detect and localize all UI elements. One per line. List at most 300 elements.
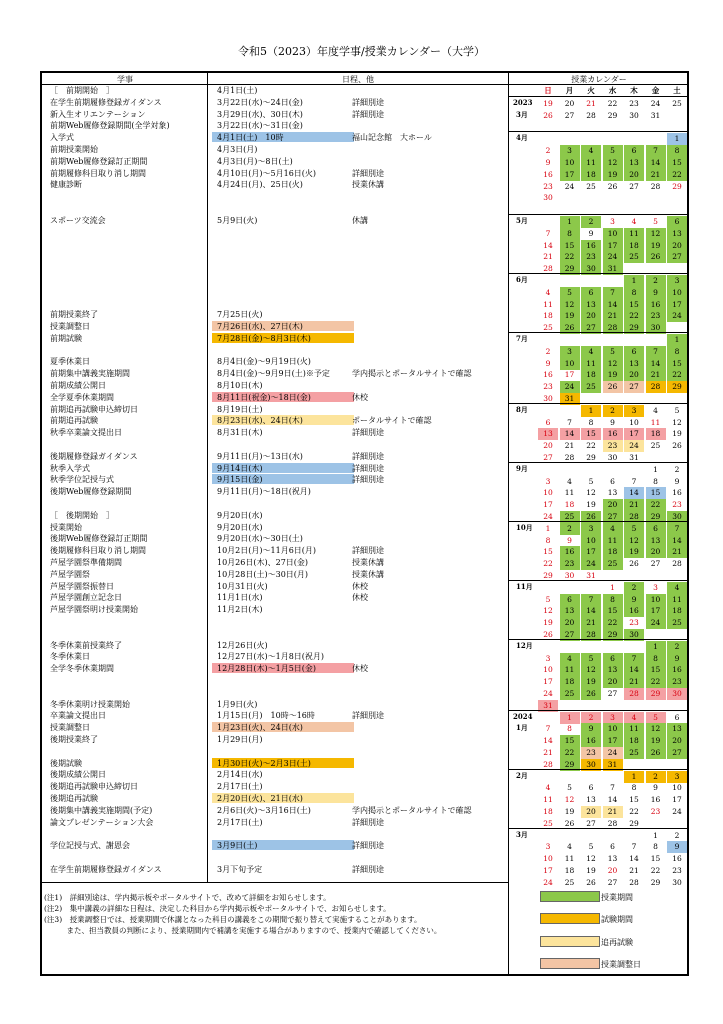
event-name: 芦屋学園祭振替日 [50,581,114,591]
calendar-day: 19 [586,866,596,875]
calendar-day: 5 [588,842,594,852]
calendar-day: 22 [629,807,639,816]
event-date: 8月10日(木) [217,381,263,390]
calendar-day: 29 [667,381,687,393]
calendar-day: 11 [603,535,623,547]
event-name: 後期Web履修登録訂正期間 [50,534,148,544]
calendar-day: 16 [581,735,601,747]
event-date: 8月23日(水)、24日(木) [212,415,354,425]
calendar-day: 4 [567,476,572,486]
calendar-day: 17 [543,500,553,510]
event-date: 9月20日(水) [217,510,263,520]
calendar-day: 4 [567,842,572,852]
calendar-day: 5 [581,653,601,665]
calendar-day: 19 [586,500,596,510]
calendar-day: 16 [624,605,644,617]
calendar-day: 16 [650,795,661,805]
calendar-day: 14 [667,535,687,547]
calendar-day: 30 [646,322,666,334]
month-divider [509,710,688,711]
calendar-day: 14 [560,428,580,440]
calendar-day: 7 [631,476,637,486]
calendar-day: 27 [607,877,618,887]
calendar-day: 20 [646,546,666,558]
calendar-day: 6 [667,216,687,228]
event-name: 前期Web履修登録期間(全学対象) [50,121,170,131]
calendar-day: 22 [667,169,687,181]
calendar-day: 8 [560,228,580,240]
event-name: 在学生前期履修登録ガイダンス [50,864,162,874]
event-date: 3月9日(土) [212,840,354,850]
calendar-day: 15 [543,547,553,557]
calendar-day: 6 [560,594,580,606]
event-date: 12月26日(火) [217,640,268,650]
calendar-day: 21 [564,441,575,451]
calendar-day: 9 [667,841,687,853]
legend-class: 授業期間 [601,893,633,902]
notes [44,892,441,936]
event-row [42,333,702,344]
calendar-day: 10 [560,358,580,370]
calendar-day: 9 [646,287,666,299]
calendar-day: 26 [564,818,575,828]
calendar-day: 27 [603,511,623,523]
calendar-day: 15 [650,854,661,864]
event-remark: 休講 [352,215,368,225]
calendar-day: 25 [624,251,644,263]
event-row [42,463,702,474]
calendar-day: 16 [543,370,553,380]
event-name: 入学式 [50,133,74,143]
month-divider [509,273,688,274]
calendar-day: 10 [603,723,623,735]
calendar-day: 9 [674,476,680,486]
calendar-day: 27 [607,689,618,698]
event-remark: 詳細別途 [352,864,384,874]
calendar-day: 7 [603,287,623,299]
calendar-day: 29 [560,263,580,275]
calendar-year: 2023 [513,98,533,107]
calendar-day: 7 [646,145,666,157]
calendar-day: 6 [610,476,615,486]
calendar-day: 24 [543,512,553,521]
calendar-day: 8 [667,145,687,157]
weekday-label: 木 [630,86,638,95]
event-row [42,392,702,403]
weekday-label: 月 [565,86,574,95]
event-name: 後期履修科目取り消し期間 [50,546,146,556]
calendar-day: 6 [624,145,644,157]
calendar-day: 11 [667,594,687,606]
calendar-day: 16 [543,169,553,179]
calendar-day: 6 [624,346,644,358]
calendar-day: 13 [607,854,618,864]
event-name: 冬季休業日 [50,652,90,662]
calendar-day: 25 [603,558,623,570]
weekday-label: 金 [651,86,660,95]
calendar-day: 2 [603,405,623,417]
calendar-day: 21 [629,866,639,875]
calendar-day: 23 [672,500,682,510]
calendar-day: 24 [543,689,553,698]
legend-reexam: 追再試験 [601,938,633,947]
calendar-day: 2 [581,216,601,228]
calendar-day: 25 [586,181,596,191]
calendar-day: 14 [629,854,639,864]
event-date: 2月17日(土) [217,817,263,827]
calendar-day: 10 [629,417,639,427]
calendar-day: 12 [624,535,644,547]
calendar-day: 1 [560,712,580,724]
calendar-day: 12 [603,157,623,169]
calendar-day: 17 [624,428,644,440]
calendar-day: 15 [646,487,666,499]
calendar-day: 11 [581,157,601,169]
calendar-day: 21 [624,676,644,688]
calendar-day: 1 [581,405,601,417]
calendar-day: 9 [581,723,601,735]
event-date: 2月20日(火)、21日(水) [212,793,354,803]
calendar-day: 18 [667,605,687,617]
calendar-day: 12 [603,358,623,370]
calendar-day: 4 [545,287,551,297]
event-name: 新入生オリエンテーション [50,109,146,119]
calendar-day: 26 [543,110,553,120]
event-name: スポーツ交流会 [50,215,106,225]
calendar-day: 18 [564,866,575,875]
event-date: 10月28日(土)～30日(月) [217,569,309,579]
calendar-day: 17 [543,866,553,875]
calendar-day: 14 [646,358,666,370]
event-date: 7月26日(水)、27日(木) [212,321,354,331]
event-name: 芦屋学園祭準備期間 [50,558,122,567]
calendar-day: 24 [560,381,580,393]
calendar-day: 26 [646,251,666,263]
calendar-day: 10 [672,783,682,793]
calendar-day: 13 [560,605,580,617]
page-title: 令和5（2023）年度学事/授業カレンダー（大学） [238,45,485,58]
calendar-day: 14 [603,299,623,311]
calendar-day: 26 [607,181,618,191]
calendar-day: 11 [581,358,601,370]
calendar-day: 28 [543,264,553,274]
calendar-day: 14 [581,605,601,617]
event-name: 秋季卒業論文提出日 [50,428,122,438]
calendar-day: 16 [667,664,687,676]
calendar-day: 5 [603,145,623,157]
event-name: 芦屋学園創立記念日 [50,593,122,603]
calendar-day: 10 [581,535,601,547]
header-events: 学事 [117,75,133,84]
calendar-day: 18 [560,676,580,688]
calendar-day: 30 [624,629,644,641]
calendar-day: 3 [603,712,623,724]
calendar-day: 27 [586,818,596,828]
calendar-day: 2 [624,582,644,594]
calendar-day: 17 [672,795,682,805]
event-remark: 詳細別途 [352,168,384,178]
calendar-day: 15 [667,157,687,169]
calendar-day: 11 [650,417,661,427]
calendar-day: 23 [603,440,623,452]
calendar-day: 5 [646,712,666,724]
calendar-month: 11月 [516,581,533,591]
calendar-day: 9 [567,535,572,545]
event-remark: 休校 [352,581,368,591]
calendar-day: 25 [650,441,661,451]
calendar-day: 4 [545,783,551,793]
calendar-day: 26 [543,630,553,639]
event-row [42,569,702,580]
event-remark: 詳細別途 [352,428,384,438]
calendar-day: 7 [631,842,637,852]
weekday-label: 火 [587,86,595,95]
calendar-day: 31 [629,453,639,462]
calendar-day: 31 [586,571,596,580]
calendar-day: 16 [560,546,580,558]
event-remark: 詳細別途 [352,546,384,556]
event-name: ［ 後期開始 ］ [50,510,114,520]
calendar-day: 20 [607,866,618,875]
calendar-day: 16 [581,240,601,252]
header-dates: 日程、他 [342,75,374,84]
calendar-day: 22 [560,251,580,263]
note-2: (注2) 集中講義の詳細な日程は、決定した科目から学内掲示板やポータルサイトで、お知らせします。 [44,904,391,913]
calendar-day: 19 [624,546,644,558]
calendar-day: 18 [581,369,601,381]
legend-swatch-reexam [540,936,600,947]
calendar-day: 11 [564,488,575,498]
event-name: 在学生前期履修登録ガイダンス [50,97,162,107]
calendar-day: 20 [624,369,644,381]
calendar-day: 20 [603,676,623,688]
calendar-month: 1月 [516,723,528,733]
legend-swatch-exam [540,913,600,924]
calendar-day: 28 [624,511,644,523]
calendar-day: 19 [560,310,580,322]
weekday-label: 土 [673,86,681,95]
calendar-day: 3 [667,275,687,287]
calendar-day: 7 [545,724,551,734]
event-name: 前期履修科目取り消し期間 [50,168,146,178]
calendar-month: 5月 [516,216,528,225]
calendar-day: 28 [543,759,553,769]
calendar-day: 6 [603,653,623,665]
calendar-day: 23 [581,251,601,263]
calendar-day: 17 [667,299,687,311]
calendar-day: 24 [581,558,601,570]
calendar-day: 27 [564,110,575,120]
calendar-day: 1 [667,133,687,145]
calendar-day: 4 [667,582,687,594]
calendar-day: 12 [586,488,596,498]
event-date: 1月29日(月) [217,735,263,744]
event-date: 9月11日(月)～13日(水) [217,451,303,461]
event-date: 1月23日(火)、24日(水) [212,722,354,732]
event-name: 芦屋学園祭 [50,569,90,579]
calendar-day: 2 [646,771,666,783]
calendar-day: 28 [650,181,661,191]
calendar-day: 28 [629,877,639,887]
event-name: 論文プレゼンテーション大会 [50,817,154,827]
calendar-day: 5 [624,523,644,535]
calendar-day: 5 [674,405,680,415]
calendar-day: 28 [646,381,666,393]
calendar-day: 1 [624,771,644,783]
calendar-day: 3 [624,405,644,417]
calendar-day: 24 [650,99,661,108]
note-1: (注1) 詳細別途は、学内掲示板やポータルサイトで、改めて詳細をお知らせします。 [44,893,331,902]
calendar-day: 18 [543,311,553,321]
calendar-day: 21 [646,169,666,181]
calendar-day: 27 [629,181,639,191]
calendar-day: 22 [624,310,644,322]
calendar-day: 31 [650,110,661,120]
calendar-day: 8 [624,287,644,299]
event-name: 授業調整日 [50,322,90,331]
calendar-day: 6 [581,287,601,299]
calendar-day: 12 [672,417,682,427]
calendar-day: 13 [667,723,687,735]
event-remark: ポータルサイトで確認 [352,416,432,426]
calendar-day: 1 [653,464,658,474]
calendar-day: 25 [560,511,580,523]
calendar-day: 1 [624,275,644,287]
calendar-day: 12 [560,299,580,311]
calendar-day: 21 [603,310,623,322]
calendar-day: 11 [564,854,575,864]
event-date: 9月15日(金) [212,474,354,484]
event-name: 全学冬季休業期間 [50,664,114,674]
event-name: 授業開始 [50,522,82,532]
event-remark: 学内掲示とポータルサイトで確認 [352,805,472,815]
calendar-day: 10 [543,854,553,864]
calendar-day: 27 [624,381,644,393]
event-name: 授業調整日 [50,723,90,733]
calendar-day: 10 [543,488,553,498]
calendar-day: 13 [603,664,623,676]
calendar-day: 9 [545,158,551,167]
calendar-day: 20 [581,310,601,322]
event-name: 後期追再試験 [50,794,98,803]
calendar-day: 2 [545,146,551,156]
event-date: 10月2日(月)～11月6日(月) [217,546,317,556]
calendar-day: 23 [667,676,687,688]
calendar-day: 28 [564,453,575,462]
calendar-day: 22 [646,499,666,511]
calendar-day: 26 [581,511,601,523]
calendar-day: 19 [646,735,666,747]
calendar-day: 9 [653,783,658,793]
calendar-day: 9 [610,417,615,427]
event-date: 10月26日(木)、27日(金) [217,558,309,567]
calendar-day: 22 [667,369,687,381]
calendar-day: 30 [581,263,601,275]
event-name: 全学夏季休業期間 [50,392,114,402]
event-date: 12月28日(木)～1月5日(金) [212,663,354,673]
calendar-day: 2 [545,346,551,356]
calendar-day: 13 [646,535,666,547]
calendar-day: 3 [545,476,551,486]
calendar-day: 23 [629,99,639,108]
calendar-day: 4 [581,145,601,157]
calendar-day: 4 [603,523,623,535]
calendar-day: 10 [543,665,553,675]
calendar-day: 8 [653,476,658,486]
event-date: 1月15日(月) 10時～16時 [217,711,315,721]
calendar-day: 19 [581,676,601,688]
calendar-day: 4 [631,217,637,226]
event-name: 夏季休業日 [50,357,90,367]
calendar-day: 29 [646,511,666,523]
calendar-day: 2 [646,275,666,287]
calendar-day: 17 [581,546,601,558]
event-date: 10月31日(火) [217,581,268,591]
calendar-day: 20 [560,617,580,629]
calendar-day: 29 [586,453,596,462]
calendar-day: 2 [674,830,680,840]
calendar-day: 18 [624,240,644,252]
calendar-month: 10月 [516,522,533,532]
calendar-day: 9 [624,594,644,606]
event-name: 冬季休業明け授業開始 [50,699,130,709]
event-name: 学位記授与式、謝恩会 [50,841,130,851]
calendar-day: 19 [564,807,575,816]
calendar-day: 7 [624,653,644,665]
event-name: 後期成績公開日 [50,770,106,780]
calendar-day: 22 [650,866,661,875]
calendar-day: 9 [588,228,594,238]
event-date: 1月9日(火) [217,699,258,709]
calendar-day: 29 [646,688,666,700]
event-row [42,132,702,143]
calendar-day: 24 [624,440,644,452]
event-remark: 休校 [352,392,368,402]
month-divider [509,639,688,640]
event-name: 健康診断 [50,180,82,190]
event-date: 7月25日(火) [217,310,263,320]
calendar-day: 28 [586,110,596,120]
calendar-day: 12 [646,723,666,735]
month-divider [509,214,688,215]
calendar-day: 21 [543,748,553,757]
event-row [42,640,702,651]
calendar-day: 14 [624,664,644,676]
calendar-day: 10 [646,594,666,606]
calendar-day: 29 [629,818,639,828]
calendar-day: 24 [603,251,623,263]
calendar-day: 13 [607,488,618,498]
note-3: (注3) 授業調整日では、授業期間で休講となった科目の講義をこの期間で振り替えて実施することがあります。 [44,915,422,924]
calendar-day: 4 [653,405,658,415]
calendar-day: 28 [581,629,601,641]
calendar-day: 26 [603,381,623,393]
calendar-day: 1 [653,830,658,840]
calendar-day: 23 [672,866,682,875]
legend-swatch-class [540,891,600,902]
event-name: 前期授業終了 [50,310,98,320]
calendar-day: 16 [646,299,666,311]
event-name: 秋季入学式 [50,463,90,473]
calendar-day: 16 [672,854,682,864]
event-name: 冬季休業前授業終了 [50,640,122,650]
calendar-day: 8 [646,653,666,665]
event-name: 後期集中講義実施期間(予定) [50,805,153,815]
calendar-day: 18 [543,807,553,816]
event-date: 11月2日(木) [217,605,263,615]
event-date: 8月19日(土) [217,404,263,414]
calendar-day: 17 [603,735,623,747]
